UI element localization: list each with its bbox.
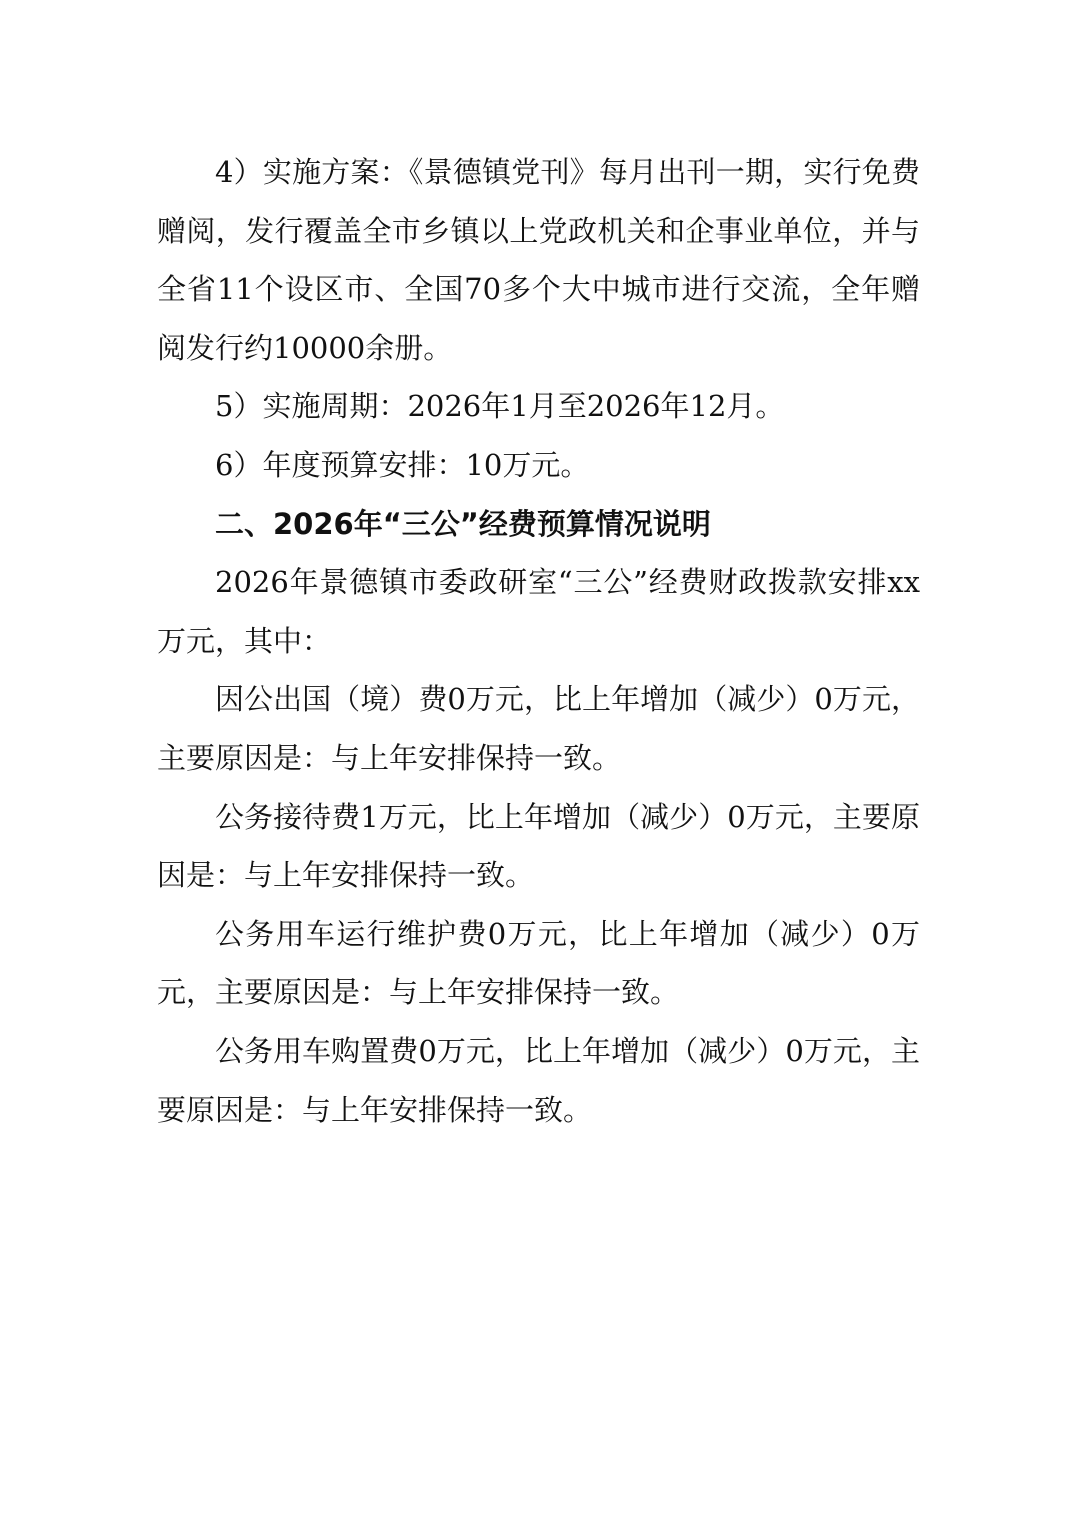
paragraph-implementation-period: 5）实施周期：2026年1月至2026年12月。 (215, 389, 785, 424)
document-body (157, 143, 920, 1139)
paragraph-overseas-travel: 因公出国（境）费0万元，比上年增加（减少）0万元，主要原因是：与上年安排保持一致。 (157, 682, 920, 775)
paragraph-three-public-total: 2026年景德镇市委政研室“三公”经费财政拨款安排xx万元，其中： (157, 565, 920, 658)
paragraph-implementation-plan: 4）实施方案：《景德镇党刊》每月出刊一期，实行免费赠阅，发行覆盖全市乡镇以上党政机关和企事业单位，并与全省11个设区市、全国70多个大中城市进行交流，全年赠阅发行约10000余册。 (157, 155, 920, 365)
paragraph-reception: 公务接待费1万元，比上年增加（减少）0万元，主要原因是：与上年安排保持一致。 (157, 799, 920, 893)
section-heading: 二、2026年“三公”经费预算情况说明 (215, 506, 711, 541)
paragraph-annual-budget: 6）年度预算安排：10万元。 (215, 447, 590, 482)
paragraph-vehicle-purchase: 公务用车购置费0万元，比上年增加（减少）0万元，主要原因是：与上年安排保持一致。 (157, 1033, 920, 1127)
paragraph-vehicle-maintenance: 公务用车运行维护费0万元，比上年增加（减少）0万元，主要原因是：与上年安排保持一致。 (157, 916, 920, 1010)
